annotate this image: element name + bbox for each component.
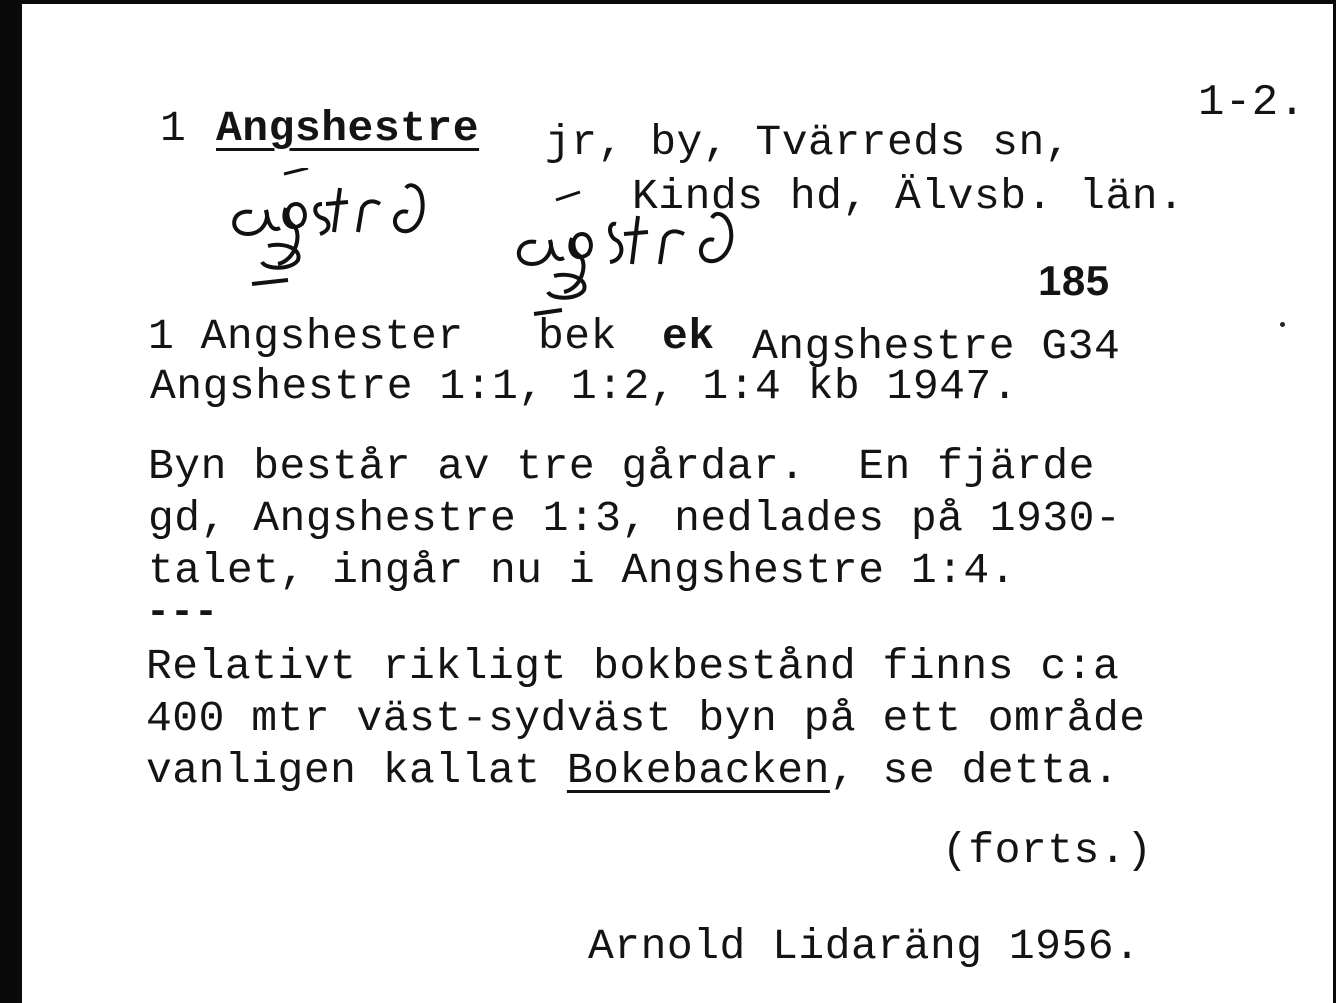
- card-number: 185: [1038, 257, 1110, 304]
- continued-note: (forts.): [942, 826, 1153, 875]
- section-separator: ---: [146, 591, 219, 636]
- reference-line-1-ek: ek: [662, 312, 715, 361]
- paragraph-2-line-3-prefix: vanligen kallat: [146, 746, 567, 795]
- paragraph-2-line-1: Relativt rikligt bokbestånd finns c:a: [146, 642, 1120, 691]
- ink-dot: [1280, 322, 1285, 327]
- paragraph-1-line-2: gd, Angshestre 1:3, nedlades på 1930-: [148, 494, 1122, 543]
- author-signature: Arnold Lidaräng 1956.: [588, 922, 1141, 971]
- page-reference: 1-2.: [1198, 78, 1306, 128]
- handwritten-pronunciation-1: [222, 168, 472, 298]
- paragraph-2-line-2: 400 mtr väst-sydväst byn på ett område: [146, 694, 1146, 743]
- reference-line-1-bek: bek: [538, 312, 617, 361]
- scan-border-left: [0, 0, 22, 1003]
- cross-reference-bokebacken: Bokebacken: [566, 746, 830, 795]
- place-name: Angshestre: [216, 104, 480, 153]
- paragraph-2-line-3: [146, 746, 1119, 796]
- reference-line-1-suffix: Angshestre G34: [752, 322, 1121, 371]
- handwritten-pronunciation-2: [504, 190, 764, 320]
- district-county: Kinds hd, Älvsb. län.: [632, 172, 1185, 221]
- paragraph-1-line-1: Byn består av tre gårdar. En fjärde: [148, 442, 1095, 491]
- reference-line-2: Angshestre 1:1, 1:2, 1:4 kb 1947.: [150, 362, 1019, 411]
- place-type-parish: jr, by, Tvärreds sn,: [545, 118, 1072, 167]
- entry-count: 1: [160, 104, 187, 153]
- scan-border-top: [0, 0, 1336, 4]
- reference-line-1-prefix: 1 Angshester: [148, 312, 464, 361]
- paragraph-1-line-3: talet, ingår nu i Angshestre 1:4.: [148, 546, 1017, 595]
- paragraph-2-line-3-suffix: , se detta.: [829, 746, 1120, 795]
